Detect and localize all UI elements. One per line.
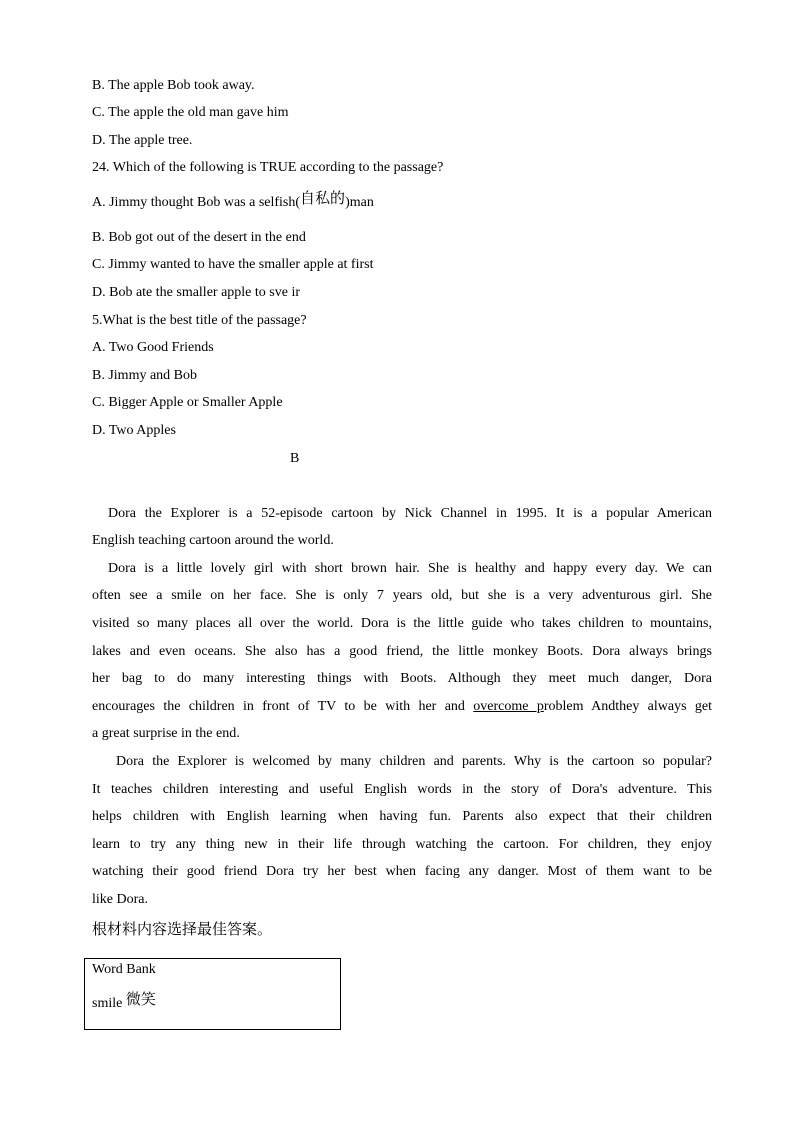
q24-option-a-text-end: )man (345, 195, 374, 210)
passage-p2-line-5: her bag to do many interesting things with Boots. Although they meet much danger, Dora (92, 671, 712, 686)
passage-p2-line-4: lakes and even oceans. She also has a good friend, the little monkey Boots. Dora always brings (92, 644, 712, 659)
q25-option-b: B. Jimmy and Bob (92, 368, 198, 383)
word-bank-box (84, 958, 341, 1030)
passage-p3-line-5: watching their good friend Dora try her best when facing any danger. Most of them want to be (92, 864, 712, 879)
word-bank-title: Word Bank (92, 962, 156, 977)
q25-option-c: C. Bigger Apple or Smaller Apple (92, 395, 283, 410)
q24-option-b: B. Bob got out of the desert in the end (92, 230, 306, 245)
passage-p3-line-4: learn to try any thing new in their life through watching the cartoon. For children, they enjoy (92, 837, 712, 852)
passage-p2-line-2: often see a smile on her face. She is only 7 years old, but she is a very adventurous girl. She (92, 588, 712, 603)
instruction-text: 根材料内容选择最佳答案。 (92, 920, 273, 938)
q25-option-d: D. Two Apples (92, 423, 176, 438)
underlined-phrase: overcome p (473, 699, 544, 714)
q23-option-b: B. The apple Bob took away. (92, 78, 255, 93)
passage-p1-line-1: Dora the Explorer is a 52-episode cartoon by Nick Channel in 1995. It is a popular American (108, 506, 712, 521)
word-bank-meaning: 微笑 (125, 990, 156, 1008)
q25-stem: 5.What is the best title of the passage? (92, 313, 307, 328)
passage-p2-line-3: visited so many places all over the world. Dora is the little guide who takes children to mountains, (92, 616, 712, 631)
passage-p2-line-6-end: roblem Andthey always get (543, 699, 713, 714)
word-bank-word: smile (92, 996, 123, 1011)
q23-option-c: C. The apple the old man gave him (92, 105, 289, 120)
passage-p2-line-6 (92, 698, 712, 716)
passage-p2-line-1: Dora is a little lovely girl with short brown hair. She is healthy and happy every day. We can (108, 561, 712, 576)
q24-stem: 24. Which of the following is TRUE according to the passage? (92, 160, 444, 175)
q24-option-c: C. Jimmy wanted to have the smaller apple at first (92, 257, 374, 272)
section-heading: B (290, 451, 300, 466)
passage-p3-line-2: It teaches children interesting and useful English words in the story of Dora's adventure. This (92, 782, 712, 797)
q23-option-d: D. The apple tree. (92, 133, 193, 148)
passage-p1-line-2: English teaching cartoon around the world. (92, 533, 334, 548)
passage-p3-line-1: Dora the Explorer is welcomed by many children and parents. Why is the cartoon so popular? (116, 754, 712, 769)
q24-option-a-chinese-gloss: 自私的 (300, 189, 346, 207)
q24-option-a-text: A. Jimmy thought Bob was a selfish( (92, 195, 301, 210)
q24-option-d: D. Bob ate the smaller apple to sve ir (92, 285, 300, 300)
q24-option-a (92, 189, 374, 212)
passage-p3-line-6: like Dora. (92, 892, 148, 907)
passage-p2-line-6-start: encourages the children in front of TV to be with her and (92, 699, 465, 714)
passage-p3-line-3: helps children with English learning when having fun. Parents also expect that their children (92, 809, 712, 824)
word-bank-entry (92, 990, 156, 1013)
q25-option-a: A. Two Good Friends (92, 340, 214, 355)
passage-p2-line-7: a great surprise in the end. (92, 726, 240, 741)
